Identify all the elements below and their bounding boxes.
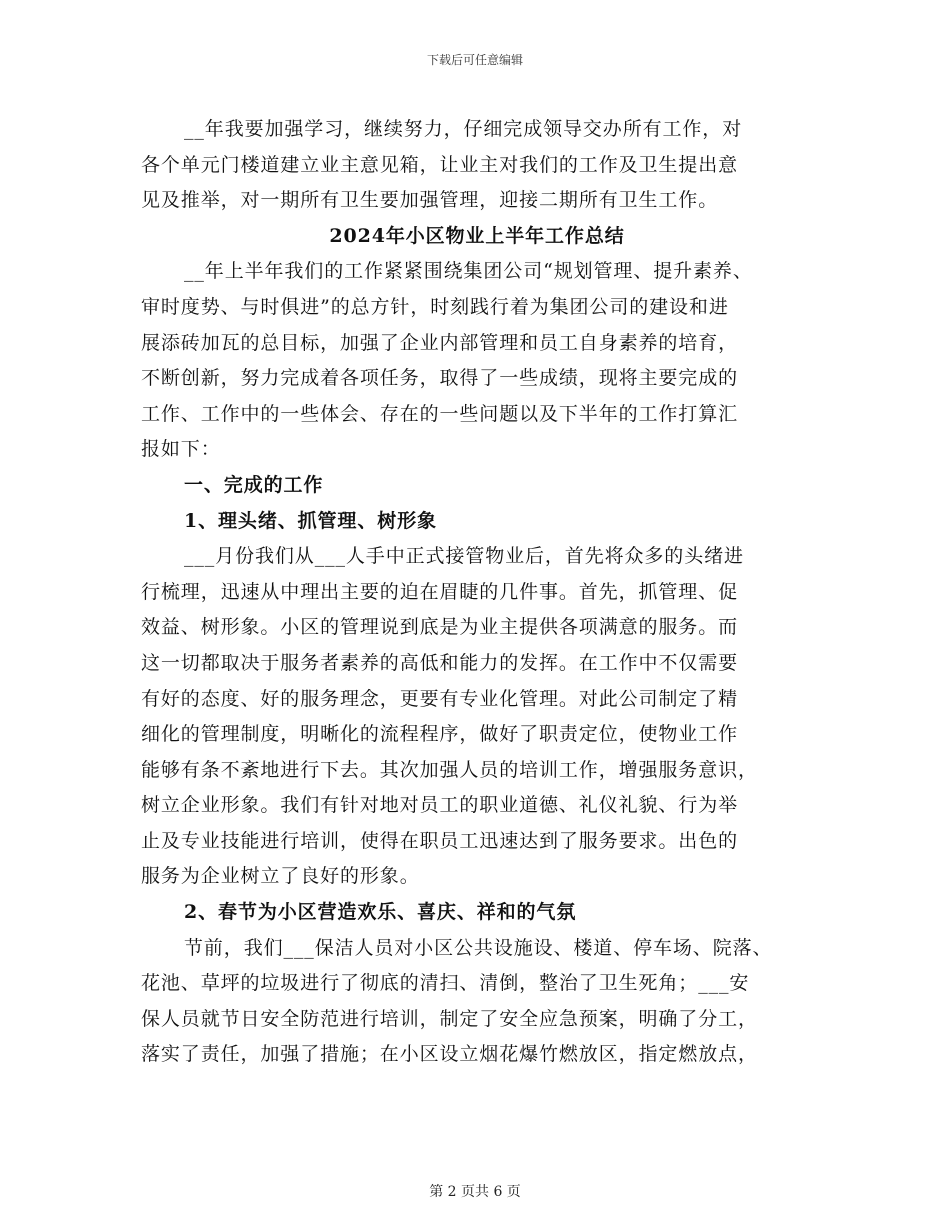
section-heading: 一、完成的工作: [184, 473, 324, 496]
body-line: 报如下：: [141, 438, 221, 461]
body-line: __年我要加强学习，继续努力，仔细完成领导交办所有工作，对: [184, 118, 743, 140]
body-line: 不断创新，努力完成着各项任务，取得了一些成绩，现将主要完成的: [141, 367, 739, 390]
body-line: 花池、草坪的垃圾进行了彻底的清扫、清倒，整治了卫生死角；___安: [141, 972, 750, 995]
page-header: 下载后可任意编辑: [426, 53, 523, 67]
document-title: 2024年小区物业上半年工作总结: [329, 224, 625, 247]
body-line: 能够有条不紊地进行下去。其次加强人员的培训工作，增强服务意识，: [141, 758, 758, 781]
document-body: [141, 112, 813, 1073]
body-line: 落实了责任，加强了措施；在小区设立烟花爆竹燃放区，指定燃放点，: [141, 1043, 758, 1066]
subsection-heading: 1、理头绪、抓管理、树形象: [184, 509, 437, 532]
body-line: 效益、树形象。小区的管理说到底是为业主提供各项满意的服务。而: [141, 616, 739, 639]
body-line: __年上半年我们的工作紧紧围绕集团公司“规划管理、提升素养、: [184, 260, 753, 283]
body-line: 服务为企业树立了良好的形象。: [141, 865, 420, 888]
body-line: 止及专业技能进行培训，使得在职员工迅速达到了服务要求。出色的: [141, 829, 739, 852]
body-line: 细化的管理制度，明晰化的流程程序，做好了职责定位，使物业工作: [141, 723, 739, 746]
body-line: 各个单元门楼道建立业主意见箱，让业主对我们的工作及卫生提出意: [141, 153, 739, 176]
page-number-footer: 第 2 页共 6 页: [429, 1184, 521, 1200]
body-line: 节前，我们___保洁人员对小区公共设施设、楼道、停车场、院落、: [184, 936, 773, 959]
body-line: 见及推举，对一期所有卫生要加强管理，迎接二期所有卫生工作。: [141, 189, 719, 212]
subsection-heading: 2、春节为小区营造欢乐、喜庆、祥和的气氛: [184, 901, 577, 924]
body-line: 行梳理，迅速从中理出主要的迫在眉睫的几件事。首先，抓管理、促: [141, 580, 739, 603]
body-line: 保人员就节日安全防范进行培训，制定了安全应急预案，明确了分工，: [141, 1007, 758, 1030]
body-line: 有好的态度、好的服务理念，更要有专业化管理。对此公司制定了精: [141, 687, 739, 710]
body-line: 审时度势、与时俱进”的总方针，时刻践行着为集团公司的建设和进: [141, 295, 729, 318]
body-line: 展添砖加瓦的总目标，加强了企业内部管理和员工自身素养的培育，: [141, 331, 739, 354]
body-line: ___月份我们从___人手中正式接管物业后，首先将众多的头绪进: [184, 545, 744, 568]
body-line: 这一切都取决于服务者素养的高低和能力的发挥。在工作中不仅需要: [141, 651, 739, 674]
body-line: 树立企业形象。我们有针对地对员工的职业道德、礼仪礼貌、行为举: [141, 794, 739, 817]
body-line: 工作、工作中的一些体会、存在的一些问题以及下半年的工作打算汇: [141, 402, 739, 425]
